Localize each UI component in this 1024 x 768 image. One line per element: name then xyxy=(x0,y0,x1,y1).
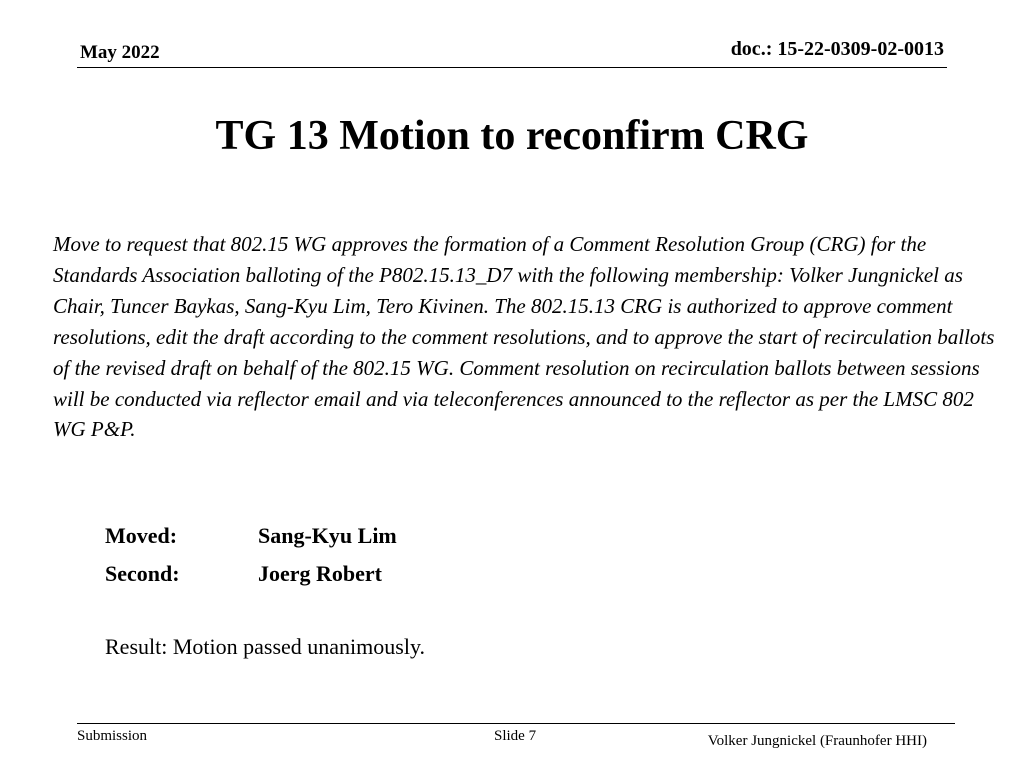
header-doc-number: doc.: 15-22-0309-02-0013 xyxy=(730,38,944,60)
footer-author: Volker Jungnickel (Fraunhofer HHI) xyxy=(707,733,927,749)
footer-slide-number: Slide 7 xyxy=(494,728,537,744)
footer-divider xyxy=(77,723,955,724)
slide-title: TG 13 Motion to reconfirm CRG xyxy=(215,113,809,159)
header-date: May 2022 xyxy=(80,42,160,63)
moved-name: Sang-Kyu Lim xyxy=(258,523,397,548)
motion-text: Move to request that 802.15 WG approves the formation of a Comment Resolution Group (CRG) for the Standards Association balloting of the P802.15.13_D7 with the following membership: Volker Jungnickel as Chair, Tuncer Baykas, Sang-Kyu Lim, Tero Kivinen. The 802.15.13 CRG is authorized to approve comment resolutions, edit the draft according to the comment resolutions, and to approve the start of recirculation ballots of the revised draft on behalf of the 802.15 WG. Comment resolution on recirculation ballots between sessions will be conducted via reflector email and via teleconferences announced to the reflector as per the LMSC 802 WG P&P. xyxy=(53,232,995,442)
header-divider xyxy=(77,67,947,68)
second-name: Joerg Robert xyxy=(258,561,383,586)
second-label: Second: xyxy=(105,561,180,586)
moved-label: Moved: xyxy=(105,523,178,548)
footer-submission: Submission xyxy=(77,728,148,744)
motion-result: Result: Motion passed unanimously. xyxy=(105,634,426,659)
